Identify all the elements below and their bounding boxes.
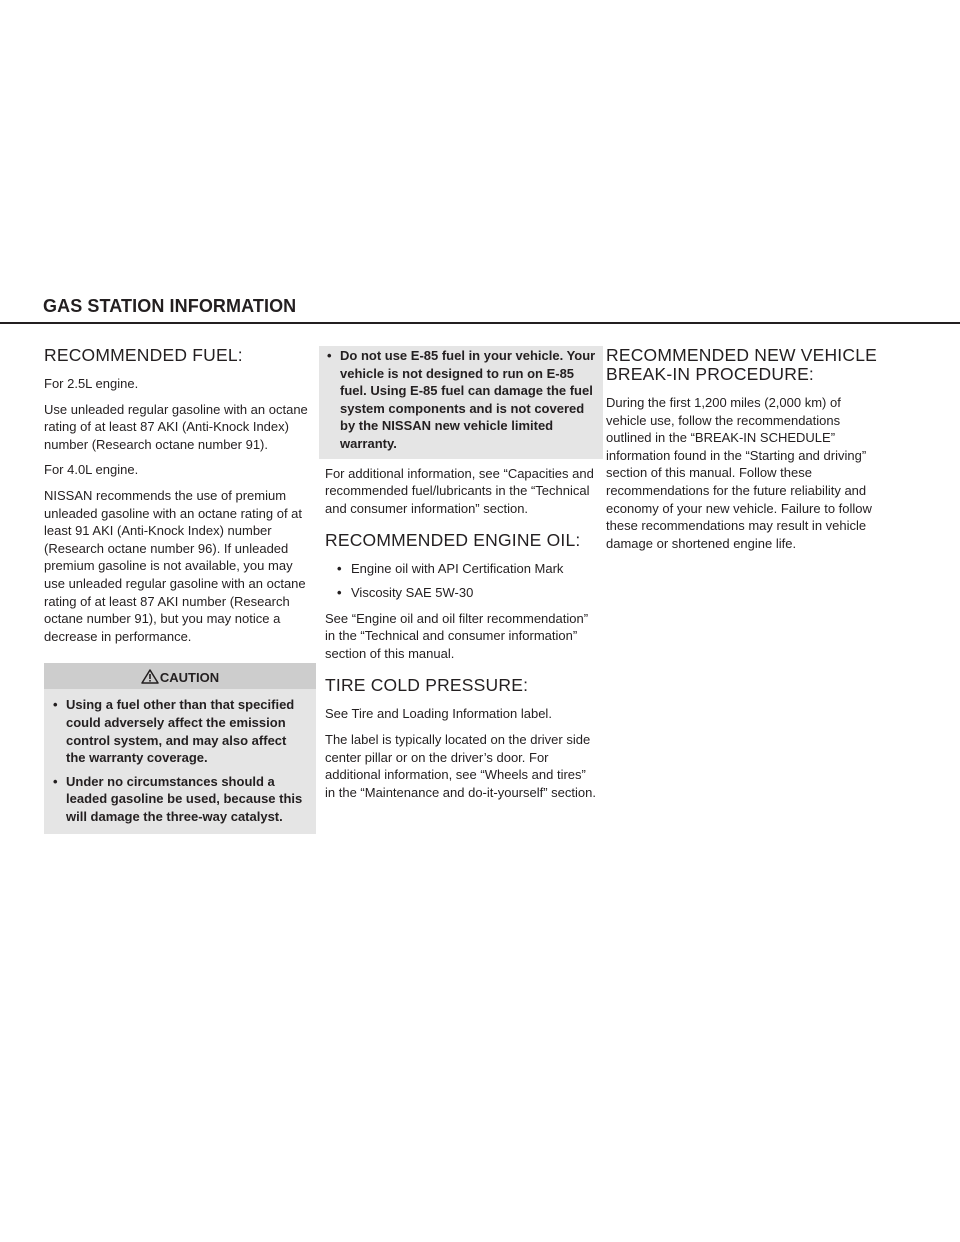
heading-recommended-fuel: RECOMMENDED FUEL: (44, 345, 243, 365)
column-fuel (44, 346, 316, 834)
caution-item (51, 696, 309, 766)
caution-title: CAUTION (159, 670, 220, 686)
paragraph-25l: For 2.5L engine. (44, 376, 139, 391)
heading-line-1: RECOMMENDED NEW VEHICLE (606, 345, 878, 365)
column-break-in (606, 346, 878, 560)
paragraph-fuel-note: For additional information, see “Capacities and recommended fuel/lubricants in the “Technical and consumer information” section. (325, 465, 594, 516)
oil-list (325, 560, 597, 601)
warning-triangle-icon (141, 669, 159, 684)
caution-box (44, 663, 316, 834)
bullet-icon: • (53, 773, 58, 789)
paragraph-premium-gasoline: NISSAN recommends the use of premium unleaded gasoline with an octane rating of at least 91 AKI (Anti-Knock Index) number (Research octane number 96). If unleaded premium gasoline is not available, you may use unleaded regular gasoline with an octane rating of at least 87 AKI number (Research octane number 91), but you may notice a decrease in performance. (44, 487, 306, 644)
caution-continuation (319, 346, 603, 459)
section-title: GAS STATION INFORMATION (43, 296, 297, 316)
heading-engine-oil: RECOMMENDED ENGINE OIL: (325, 530, 581, 551)
caution-list (44, 689, 316, 834)
bullet-icon: • (337, 584, 342, 600)
heading-tire-pressure: TIRE COLD PRESSURE: (325, 675, 529, 696)
bullet-icon: • (53, 697, 58, 713)
heading-break-in (606, 346, 878, 384)
paragraph-oil-note: See “Engine oil and oil filter recommendation” in the “Technical and consumer information” section of this manual. (325, 610, 589, 661)
caution-item-text: Do not use E-85 fuel in your vehicle. Your vehicle is not designed to run on E-85 fuel. Using E-85 fuel can damage the fuel system components and is not covered by the NISSAN new vehicle limited warranty. (340, 348, 596, 451)
list-item (325, 584, 597, 602)
bullet-icon: • (327, 348, 332, 363)
bullet-icon: • (337, 561, 342, 577)
paragraph-40l: For 4.0L engine. (44, 462, 139, 478)
caution-item-text: Using a fuel other than that specified could adversely affect the emission control system, and may also affect the warranty coverage. (66, 697, 295, 766)
list-item-text: Viscosity SAE 5W-30 (351, 584, 474, 600)
caution-item-text: Under no circumstances should a leaded gasoline be used, because this will damage the three-way catalyst. (66, 773, 303, 824)
paragraph-regular-gasoline: Use unleaded regular gasoline with an octane rating of at least 87 AKI (Anti-Knock Index) number (Research octane number 91). (44, 401, 308, 452)
section-divider (0, 322, 960, 324)
list-item-text: Engine oil with API Certification Mark (351, 561, 564, 577)
list-item (325, 560, 597, 578)
caution-item (325, 347, 597, 453)
paragraph-tire-location: The label is typically located on the driver side center pillar or on the driver’s door. For additional information, see “Wheels and tires” in the “Maintenance and do-it-yourself” section. (325, 731, 596, 800)
caution-item (51, 773, 309, 826)
heading-line-2: BREAK-IN PROCEDURE: (606, 364, 814, 384)
caution-header (44, 663, 316, 689)
paragraph-tire-label: See Tire and Loading Information label. (325, 706, 552, 722)
paragraph-break-in: During the first 1,200 miles (2,000 km) of vehicle use, follow the recommendations outlined in the “BREAK-IN SCHEDULE” information found in the “Starting and driving” section of this manual. Follow these recommendations for the future reliability and economy of your new vehicle. Failure to follow these recommendations may result in vehicle damage or shortened engine life. (606, 395, 872, 551)
column-oil-tire (325, 346, 597, 809)
